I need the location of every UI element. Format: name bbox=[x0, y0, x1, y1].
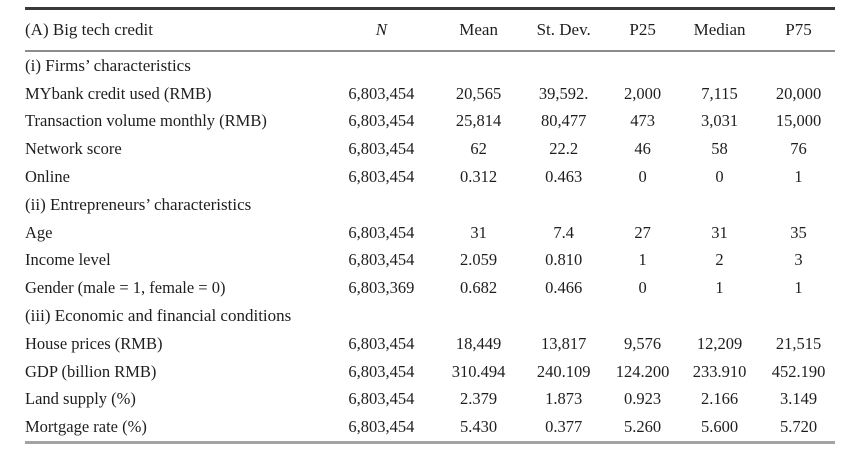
value-cell: 15,000 bbox=[775, 111, 822, 131]
value-cell: 7,115 bbox=[701, 83, 738, 103]
value-cell: 6,803,369 bbox=[348, 278, 415, 298]
col-header-mean: Mean bbox=[438, 9, 519, 52]
value-cell: 3.149 bbox=[779, 389, 818, 409]
value-cell: 25,814 bbox=[455, 111, 502, 131]
section-header: (iii) Economic and financial conditions bbox=[25, 306, 292, 326]
table-row bbox=[25, 247, 835, 275]
value-cell: 80,477 bbox=[540, 111, 587, 131]
value-cell: 2.166 bbox=[700, 389, 739, 409]
value-cell: 6,803,454 bbox=[348, 333, 415, 353]
value-cell: 2,000 bbox=[624, 83, 662, 103]
table-row bbox=[25, 330, 835, 358]
value-cell: 6,803,454 bbox=[348, 389, 415, 409]
value-cell: 0.377 bbox=[545, 417, 583, 437]
section-header-row bbox=[25, 302, 835, 330]
value-cell: 9,576 bbox=[624, 333, 662, 353]
row-label: Network score bbox=[25, 139, 122, 159]
row-label: Age bbox=[25, 222, 53, 242]
value-cell: 18,449 bbox=[455, 333, 502, 353]
value-cell: 3 bbox=[794, 250, 803, 270]
col-header-stdev: St. Dev. bbox=[519, 9, 608, 52]
value-cell: 12,209 bbox=[696, 333, 743, 353]
value-cell: 6,803,454 bbox=[348, 250, 415, 270]
value-cell: 124.200 bbox=[615, 361, 670, 381]
row-label: Online bbox=[25, 167, 70, 187]
value-cell: 1 bbox=[794, 167, 803, 187]
section-header-row bbox=[25, 51, 835, 80]
value-cell: 1.873 bbox=[545, 389, 583, 409]
value-cell: 31 bbox=[470, 222, 487, 242]
value-cell: 62 bbox=[470, 139, 487, 159]
value-cell: 31 bbox=[711, 222, 728, 242]
table-row bbox=[25, 274, 835, 302]
value-cell: 5.600 bbox=[700, 417, 739, 437]
row-label: Land supply (%) bbox=[25, 389, 136, 409]
value-cell: 5.430 bbox=[460, 417, 498, 437]
table-row bbox=[25, 219, 835, 247]
summary-statistics-table bbox=[25, 7, 835, 444]
value-cell: 27 bbox=[634, 222, 651, 242]
value-cell: 21,515 bbox=[775, 333, 822, 353]
value-cell: 22.2 bbox=[549, 139, 579, 159]
table-row bbox=[25, 80, 835, 108]
value-cell: 310.494 bbox=[451, 361, 506, 381]
value-cell: 13,817 bbox=[540, 333, 587, 353]
value-cell: 39,592. bbox=[538, 83, 589, 103]
col-header-p75: P75 bbox=[762, 9, 835, 52]
value-cell: 1 bbox=[794, 278, 803, 298]
section-header: (i) Firms’ characteristics bbox=[25, 55, 191, 75]
value-cell: 0.466 bbox=[545, 278, 583, 298]
row-label: Gender (male = 1, female = 0) bbox=[25, 278, 226, 298]
value-cell: 6,803,454 bbox=[348, 222, 415, 242]
value-cell: 5.720 bbox=[779, 417, 818, 437]
value-cell: 1 bbox=[638, 250, 647, 270]
section-header-row bbox=[25, 191, 835, 219]
value-cell: 76 bbox=[790, 139, 807, 159]
value-cell: 7.4 bbox=[553, 222, 574, 242]
value-cell: 6,803,454 bbox=[348, 83, 415, 103]
value-cell: 0 bbox=[638, 167, 647, 187]
col-header-n: N bbox=[325, 9, 438, 52]
row-label: GDP (billion RMB) bbox=[25, 361, 157, 381]
row-label: Income level bbox=[25, 250, 111, 270]
row-label: Mortgage rate (%) bbox=[25, 417, 147, 437]
value-cell: 6,803,454 bbox=[348, 417, 415, 437]
col-header-median: Median bbox=[677, 9, 762, 52]
stats-table bbox=[25, 7, 835, 444]
value-cell: 46 bbox=[634, 139, 651, 159]
col-header-p25: P25 bbox=[608, 9, 677, 52]
row-label: Transaction volume monthly (RMB) bbox=[25, 111, 267, 131]
value-cell: 2.059 bbox=[460, 250, 498, 270]
value-cell: 6,803,454 bbox=[348, 167, 415, 187]
value-cell: 0.682 bbox=[460, 278, 498, 298]
value-cell: 6,803,454 bbox=[348, 111, 415, 131]
value-cell: 0.312 bbox=[460, 167, 498, 187]
row-label: House prices (RMB) bbox=[25, 333, 163, 353]
table-row bbox=[25, 358, 835, 386]
table-body bbox=[25, 51, 835, 443]
value-cell: 240.109 bbox=[536, 361, 591, 381]
table-row bbox=[25, 413, 835, 442]
value-cell: 0.810 bbox=[545, 250, 583, 270]
value-cell: 1 bbox=[715, 278, 724, 298]
value-cell: 20,000 bbox=[775, 83, 822, 103]
table-row bbox=[25, 108, 835, 136]
value-cell: 452.190 bbox=[771, 361, 826, 381]
value-cell: 233.910 bbox=[692, 361, 747, 381]
table-header-row bbox=[25, 9, 835, 52]
section-header: (ii) Entrepreneurs’ characteristics bbox=[25, 194, 252, 214]
value-cell: 473 bbox=[630, 111, 655, 131]
value-cell: 0 bbox=[638, 278, 647, 298]
value-cell: 6,803,454 bbox=[348, 139, 415, 159]
value-cell: 0 bbox=[715, 167, 724, 187]
table-row bbox=[25, 163, 835, 191]
table-row bbox=[25, 386, 835, 414]
value-cell: 35 bbox=[790, 222, 807, 242]
value-cell: 2.379 bbox=[460, 389, 498, 409]
table-title: (A) Big tech credit bbox=[25, 9, 325, 52]
value-cell: 5.260 bbox=[624, 417, 662, 437]
value-cell: 0.923 bbox=[624, 389, 662, 409]
row-label: MYbank credit used (RMB) bbox=[25, 83, 212, 103]
value-cell: 0.463 bbox=[545, 167, 583, 187]
table-row bbox=[25, 135, 835, 163]
value-cell: 6,803,454 bbox=[348, 361, 415, 381]
value-cell: 2 bbox=[715, 250, 724, 270]
value-cell: 58 bbox=[711, 139, 728, 159]
value-cell: 20,565 bbox=[455, 83, 502, 103]
value-cell: 3,031 bbox=[700, 111, 739, 131]
